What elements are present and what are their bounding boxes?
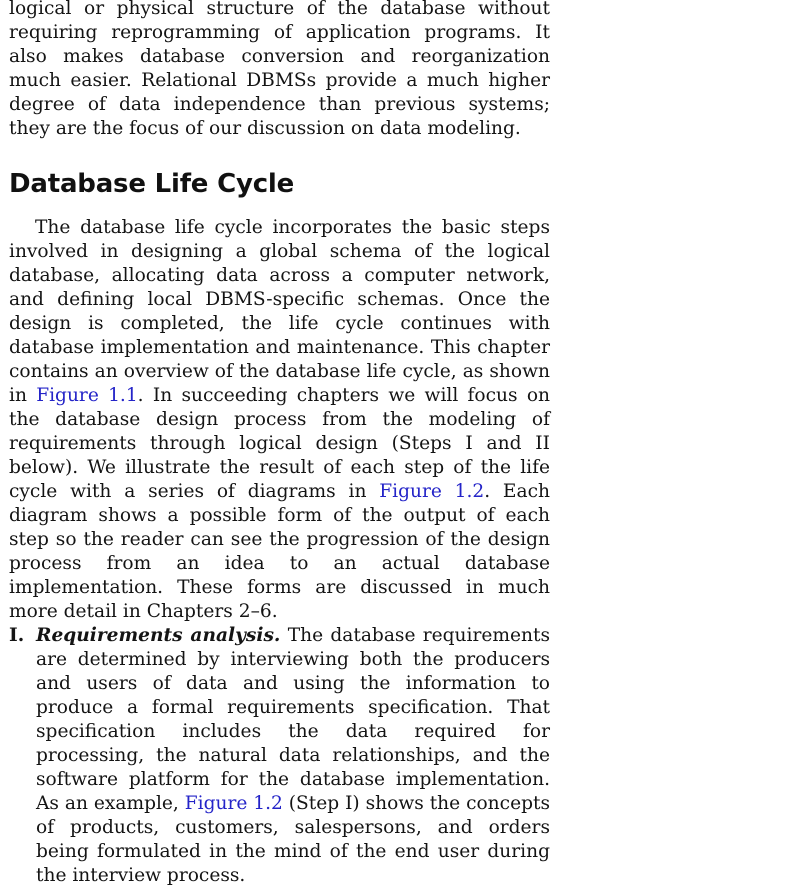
list-marker: I.	[9, 625, 25, 646]
life-cycle-paragraph	[9, 216, 550, 624]
paragraph-text: The database life cycle incorporates the basic steps involved in designing a global schema of the logical database, allocating data across a computer network, and defining local DBMS-specific schemas. Once the design is completed, the life cycle continues with database implementation and maintenance. This chapter contains an overview of the database life cycle, as shown in	[9, 217, 550, 406]
text-column	[9, 0, 550, 888]
list-item-requirements-analysis	[9, 624, 550, 888]
paragraph-text: . Each diagram shows a possible form of the output of each step so the reader can see the progression of the design process from an idea to an actual database implementation. These forms are discussed in much more detail in Chapters 2–6.	[9, 481, 550, 622]
figure-1-2-link[interactable]: Figure 1.2	[379, 481, 485, 502]
list-item-title: Requirements analysis.	[36, 625, 281, 646]
list-item-text	[36, 624, 550, 888]
paragraph-text: . In succeeding chapters we will focus on the database design process from the modeling of requirements through logical design (Steps I and II below). We illustrate the result of each step of the life cycle with a series of diagrams in	[9, 385, 550, 502]
list-item-body: (Step I) shows the concepts of products, customers, salespersons, and orders being formulated in the mind of the end user during the interview process.	[36, 793, 550, 886]
figure-1-1-link[interactable]: Figure 1.1	[36, 385, 138, 406]
intro-paragraph: logical or physical structure of the database without requiring reprogramming of application programs. It also makes database conversion and reorganization much easier. Relational DBMSs provide a much higher degree of data independence than previous systems; they are the focus of our discussion on data modeling.	[9, 0, 550, 139]
figure-1-2-step-link[interactable]: Figure 1.2	[184, 793, 283, 814]
section-heading: Database Life Cycle	[9, 169, 295, 199]
list-item-body: The database requirements are determined by interviewing both the producers and users of data and using the information to produce a formal requirements specification. That specification includes the data required for processing, the natural data relationships, and the software platform for the database implementation. As an example,	[36, 625, 550, 814]
